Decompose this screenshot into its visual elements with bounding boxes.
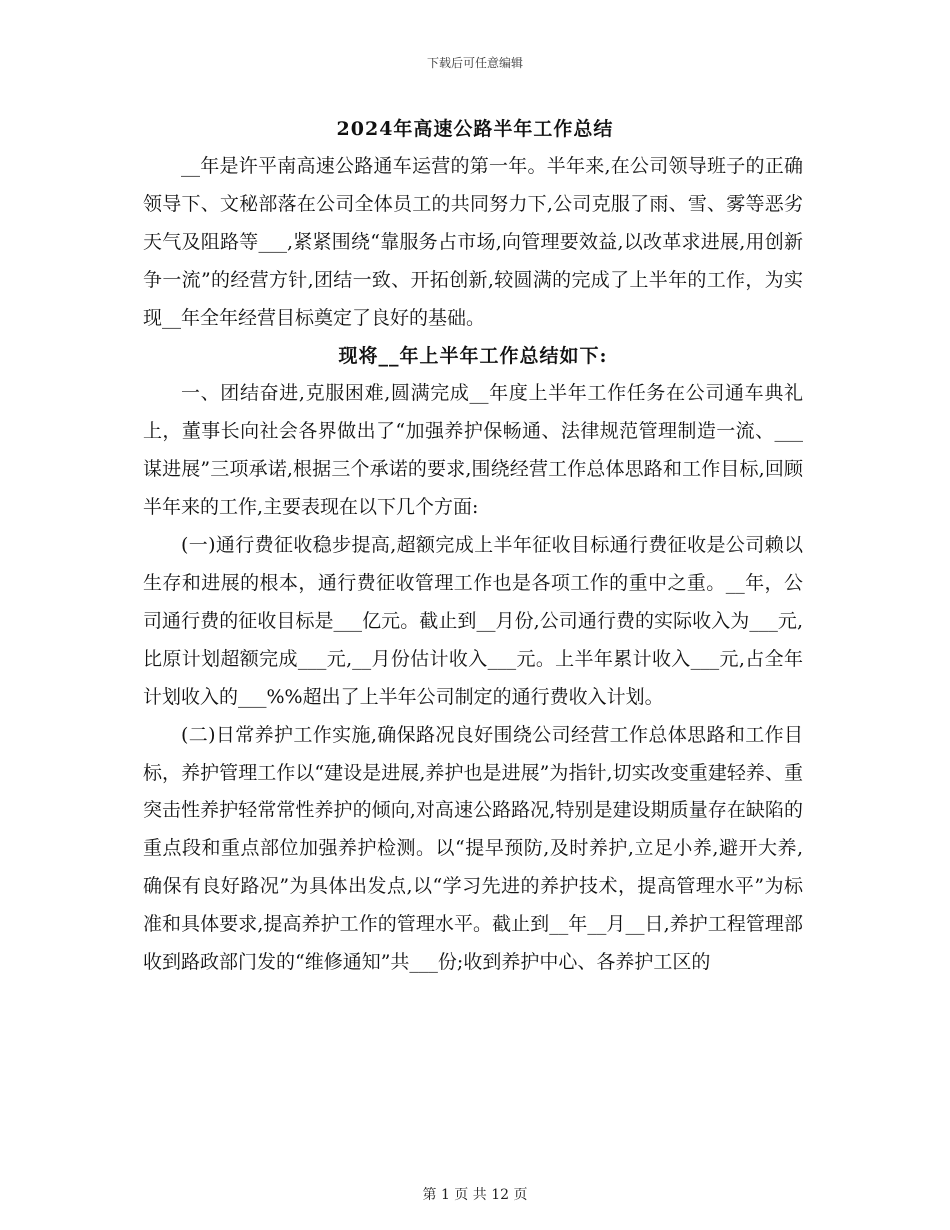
paragraph-toll-collection: (一)通行费征收稳步提高,超额完成上半年征收目标通行费征收是公司赖以生存和进展的根本，通行费征收管理工作也是各项工作的重中之重。__年，公司通行费的征收目标是___亿元。截止到__月份,公司通行费的实际收入为___元,比原计划超额完成___元,__月份估计收入___元。上半年累计收入___元,占全年计划收入的___%%超出了上半年公司制定的通行费收入计划。	[143, 534, 803, 708]
paragraph-maintenance: (二)日常养护工作实施,确保路况良好围绕公司经营工作总体思路和工作目标，养护管理工作以“建设是进展,养护也是进展”为指针,切实改变重建轻养、重突击性养护轻常常性养护的倾向,对高速公路路况,特别是建设期质量存在缺陷的重点段和重点部位加强养护检测。以“提早预防,及时养护,立足小养,避开大养,确保有良好路况”为具体出发点,以“学习先进的养护技术，提高管理水平”为标准和具体要求,提高养护工作的管理水平。截止到__年__月__日,养护工程管理部收到路政部门发的“维修通知”共___份;收到养护中心、各养护工区的	[143, 723, 803, 974]
paragraph-intro: __年是许平南高速公路通车运营的第一年。半年来,在公司领导班子的正确领导下、文秘部落在公司全体员工的共同努力下,公司克服了雨、雪、雾等恶劣天气及阻路等___,紧紧围绕“靠服务占市场,向管理要效益,以改革求进展,用创新争一流”的经营方针,团结一致、开拓创新,较圆满的完成了上半年的工作，为实现__年全年经营目标奠定了良好的基础。	[143, 155, 803, 329]
document-body	[143, 148, 803, 982]
document-title: 2024年高速公路半年工作总结	[336, 118, 614, 140]
header-note: 下载后可任意编辑	[426, 56, 523, 70]
paragraph-section-one: 一、团结奋进,克服困难,圆满完成__年度上半年工作任务在公司通车典礼上，董事长向社会各界做出了“加强养护保畅通、法律规范管理制造一流、___谋进展”三项承诺,根据三个承诺的要求,围绕经营工作总体思路和工作目标,回顾半年来的工作,主要表现在以下几个方面:	[143, 382, 803, 519]
page-number: 第 1 页 共 12 页	[422, 1187, 528, 1203]
section-heading: 现将__年上半年工作总结如下:	[338, 344, 608, 367]
